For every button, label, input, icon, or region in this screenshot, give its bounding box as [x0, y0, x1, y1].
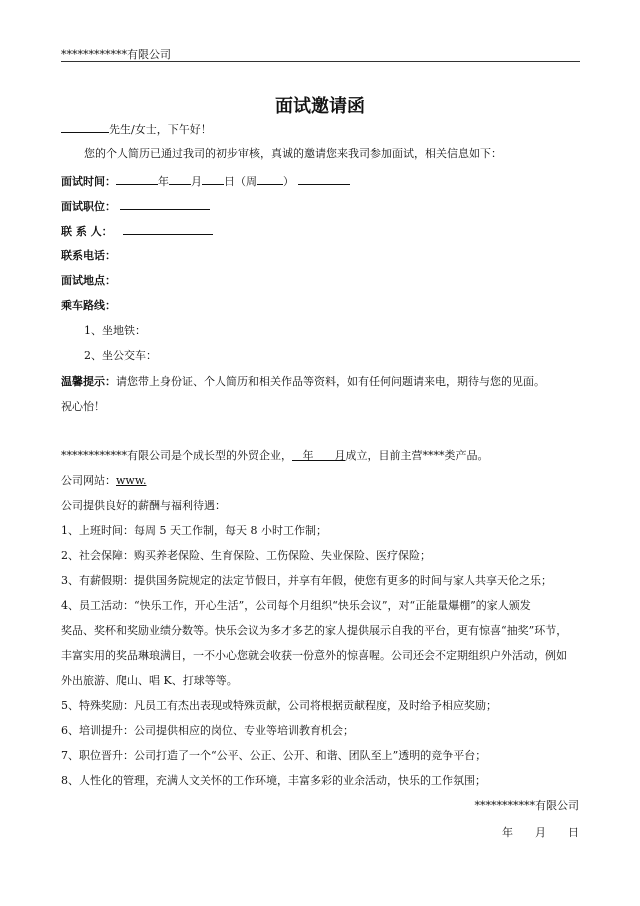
- position-row: [61, 197, 210, 214]
- tip-label: 温馨提示：: [61, 375, 116, 388]
- year-text: 年: [158, 175, 169, 188]
- founded-date: [292, 449, 345, 462]
- contact-row: [61, 222, 213, 239]
- location-label: 面试地点：: [61, 274, 116, 287]
- website-value: www.: [116, 474, 147, 487]
- time-extra-blank: [298, 172, 350, 185]
- month-text: 月: [191, 175, 202, 188]
- company-intro-suffix: 成立，目前主营****类产品。: [345, 449, 489, 462]
- founded-year: 年: [302, 449, 314, 462]
- wish-text: 祝心怡！: [61, 400, 105, 413]
- day-text: 日（周: [224, 175, 257, 188]
- route-subway: 1、坐地铁：: [84, 324, 146, 337]
- position-blank: [120, 197, 210, 210]
- signature-date: 年 月 日: [502, 826, 579, 839]
- time-weekday-blank: [257, 172, 283, 185]
- interview-time-label: 面试时间：: [61, 175, 116, 188]
- intro-text: 您的个人简历已通过我司的初步审核，真诚的邀请您来我司参加面试，相关信息如下：: [84, 147, 502, 160]
- close-paren: ）: [283, 175, 294, 188]
- website-label: 公司网站：: [61, 474, 116, 487]
- page-title: 面试邀请函: [275, 96, 365, 117]
- benefits-intro: 公司提供良好的薪酬与福利待遇：: [61, 499, 226, 512]
- contact-blank: [123, 222, 213, 235]
- website-row: [61, 472, 222, 488]
- founded-month: 月: [334, 449, 346, 462]
- signature-company: ***********有限公司: [474, 799, 579, 812]
- benefit-item: 外出旅游、爬山、唱 K、打球等等。: [61, 674, 238, 687]
- tip-text: 请您带上身份证、个人简历和相关作品等资料，如有任何问题请来电，期待与您的见面。: [116, 375, 545, 388]
- benefit-item: 4、员工活动：“快乐工作，开心生活”，公司每个月组织“快乐会议”，对“正能量爆棚”的家人颁发: [61, 599, 531, 612]
- header-divider: [61, 61, 580, 62]
- time-year-blank: [116, 172, 158, 185]
- benefit-item: 3、有薪假期：提供国务院规定的法定节假日，并享有年假，使您有更多的时间与家人共享天伦之乐；: [61, 574, 552, 587]
- benefit-item: 2、社会保障：购买养老保险、生育保险、工伤保险、失业保险、医疗保险；: [61, 549, 431, 562]
- benefit-item: 丰富实用的奖品琳琅满目，一不小心您就会收获一份意外的惊喜喔。公司还会不定期组织户外活动，例如: [61, 649, 567, 662]
- greeting-text: 先生/女士，下午好！: [109, 123, 212, 136]
- tip-row: [61, 373, 545, 389]
- greeting: [61, 120, 212, 137]
- route-bus: 2、坐公交车：: [84, 349, 157, 362]
- company-intro-prefix: ************有限公司是个成长型的外贸企业，: [61, 449, 292, 462]
- benefit-item: 7、职位晋升：公司打造了一个“公平、公正、公开、和谐、团队至上”透明的竞争平台；: [61, 749, 487, 762]
- benefit-item: 8、人性化的管理，充满人文关怀的工作环境，丰富多彩的业余活动，快乐的工作氛围；: [61, 774, 486, 787]
- benefit-item: 5、特殊奖励：凡员工有杰出表现或特殊贡献，公司将根据贡献程度，及时给予相应奖励；: [61, 699, 497, 712]
- time-day-blank: [202, 172, 224, 185]
- benefit-item: 1、上班时间：每周 5 天工作制，每天 8 小时工作制；: [61, 524, 327, 537]
- interview-time-row: [61, 172, 350, 189]
- phone-label: 联系电话：: [61, 249, 116, 262]
- company-intro: [61, 447, 488, 463]
- benefit-item: 6、培训提升：公司提供相应的岗位、专业等培训教育机会；: [61, 724, 354, 737]
- route-label: 乘车路线：: [61, 299, 116, 312]
- header-company: ************有限公司: [61, 48, 171, 61]
- position-label: 面试职位：: [61, 200, 116, 213]
- time-month-blank: [169, 172, 191, 185]
- name-blank: [61, 120, 109, 133]
- benefit-item: 奖品、奖杯和奖励业绩分数等。快乐会议为多才多艺的家人提供展示自我的平台，更有惊喜“抽奖”环节，: [61, 624, 568, 637]
- contact-label: 联 系 人：: [61, 225, 113, 238]
